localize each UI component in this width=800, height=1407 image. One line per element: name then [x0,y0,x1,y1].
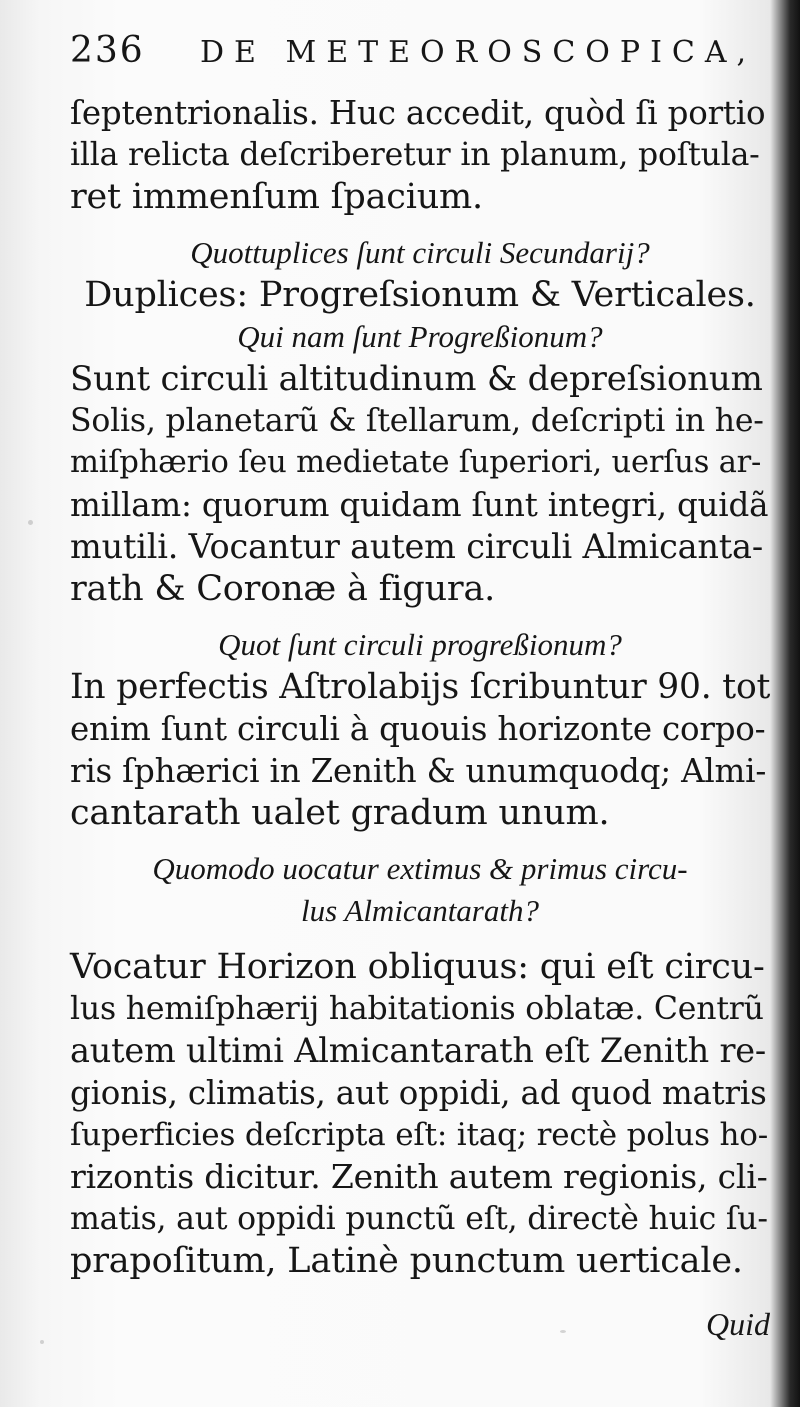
text-line: cantarath ualet gradum unum. [70,793,610,833]
question-heading: lus Almicantarath? [301,893,539,928]
question-heading: Quomodo uocatur extimus & primus circu- [152,851,688,886]
text-line: mutili. Vocantur autem circuli Almicanta- [70,527,763,566]
question-heading: Qui nam ſunt Progreßionum? [237,319,603,354]
text-line: lus hemiſphærij habitationis oblatæ. Centrũ [70,991,764,1027]
paper-speck [560,1330,566,1333]
page-text [70,30,770,1282]
catchword: Quid [706,1306,770,1342]
text-line: millam: quorum quidam ſunt integri, quidã [70,486,769,524]
text-line: illa relicta deſcriberetur in planum, poſtula- [70,137,760,173]
text-line: Solis, planetarũ & ſtellarum, deſcripti in he- [70,403,764,439]
text-line: gionis, climatis, aut oppidi, ad quod matris [70,1074,767,1112]
text-line: matis, aut oppidi punctũ eſt, directè huic ſu- [70,1201,768,1237]
text-line: In perfectis Aſtrolabijs ſcribuntur 90. tot [70,667,771,707]
text-line: ſeptentrionalis. Huc accedit, quòd ſi portio [70,94,766,132]
text-line: ret immenſum ſpacium. [70,177,483,217]
text-line: Vocatur Horizon obliquus: qui eſt circu- [70,947,765,987]
running-head: DE METEOROSCOPICA, [200,35,757,70]
text-line: Duplices: Progreſsionum & Verticales. [84,275,756,315]
page-number: 236 [70,30,145,71]
question-heading: Quottuplices ſunt circuli Secundarij? [190,235,650,270]
text-line: rizontis dicitur. Zenith autem regionis, cli- [70,1157,768,1196]
question-heading: Quot ſunt circuli progreßionum? [218,627,622,662]
text-line: ris ſphærici in Zenith & unumquodq; Almi- [70,752,767,790]
paper-speck [40,1340,44,1344]
text-line: enim ſunt circuli à quouis horizonte corpo- [70,710,766,748]
paper-speck [28,520,33,525]
text-line: ſuperficies deſcripta eſt: itaq; rectè polus ho- [70,1117,769,1153]
page-header [70,30,770,92]
text-line: Sunt circuli altitudinum & depreſsionum [70,359,763,399]
text-line: miſphærio ſeu medietate ſuperiori, uerſus ar- [70,445,762,480]
text-line: prapoſitum, Latinè punctum uerticale. [70,1241,743,1281]
text-line: autem ultimi Almicantarath eſt Zenith re- [70,1031,767,1070]
text-line: rath & Coronæ à figura. [70,569,496,609]
